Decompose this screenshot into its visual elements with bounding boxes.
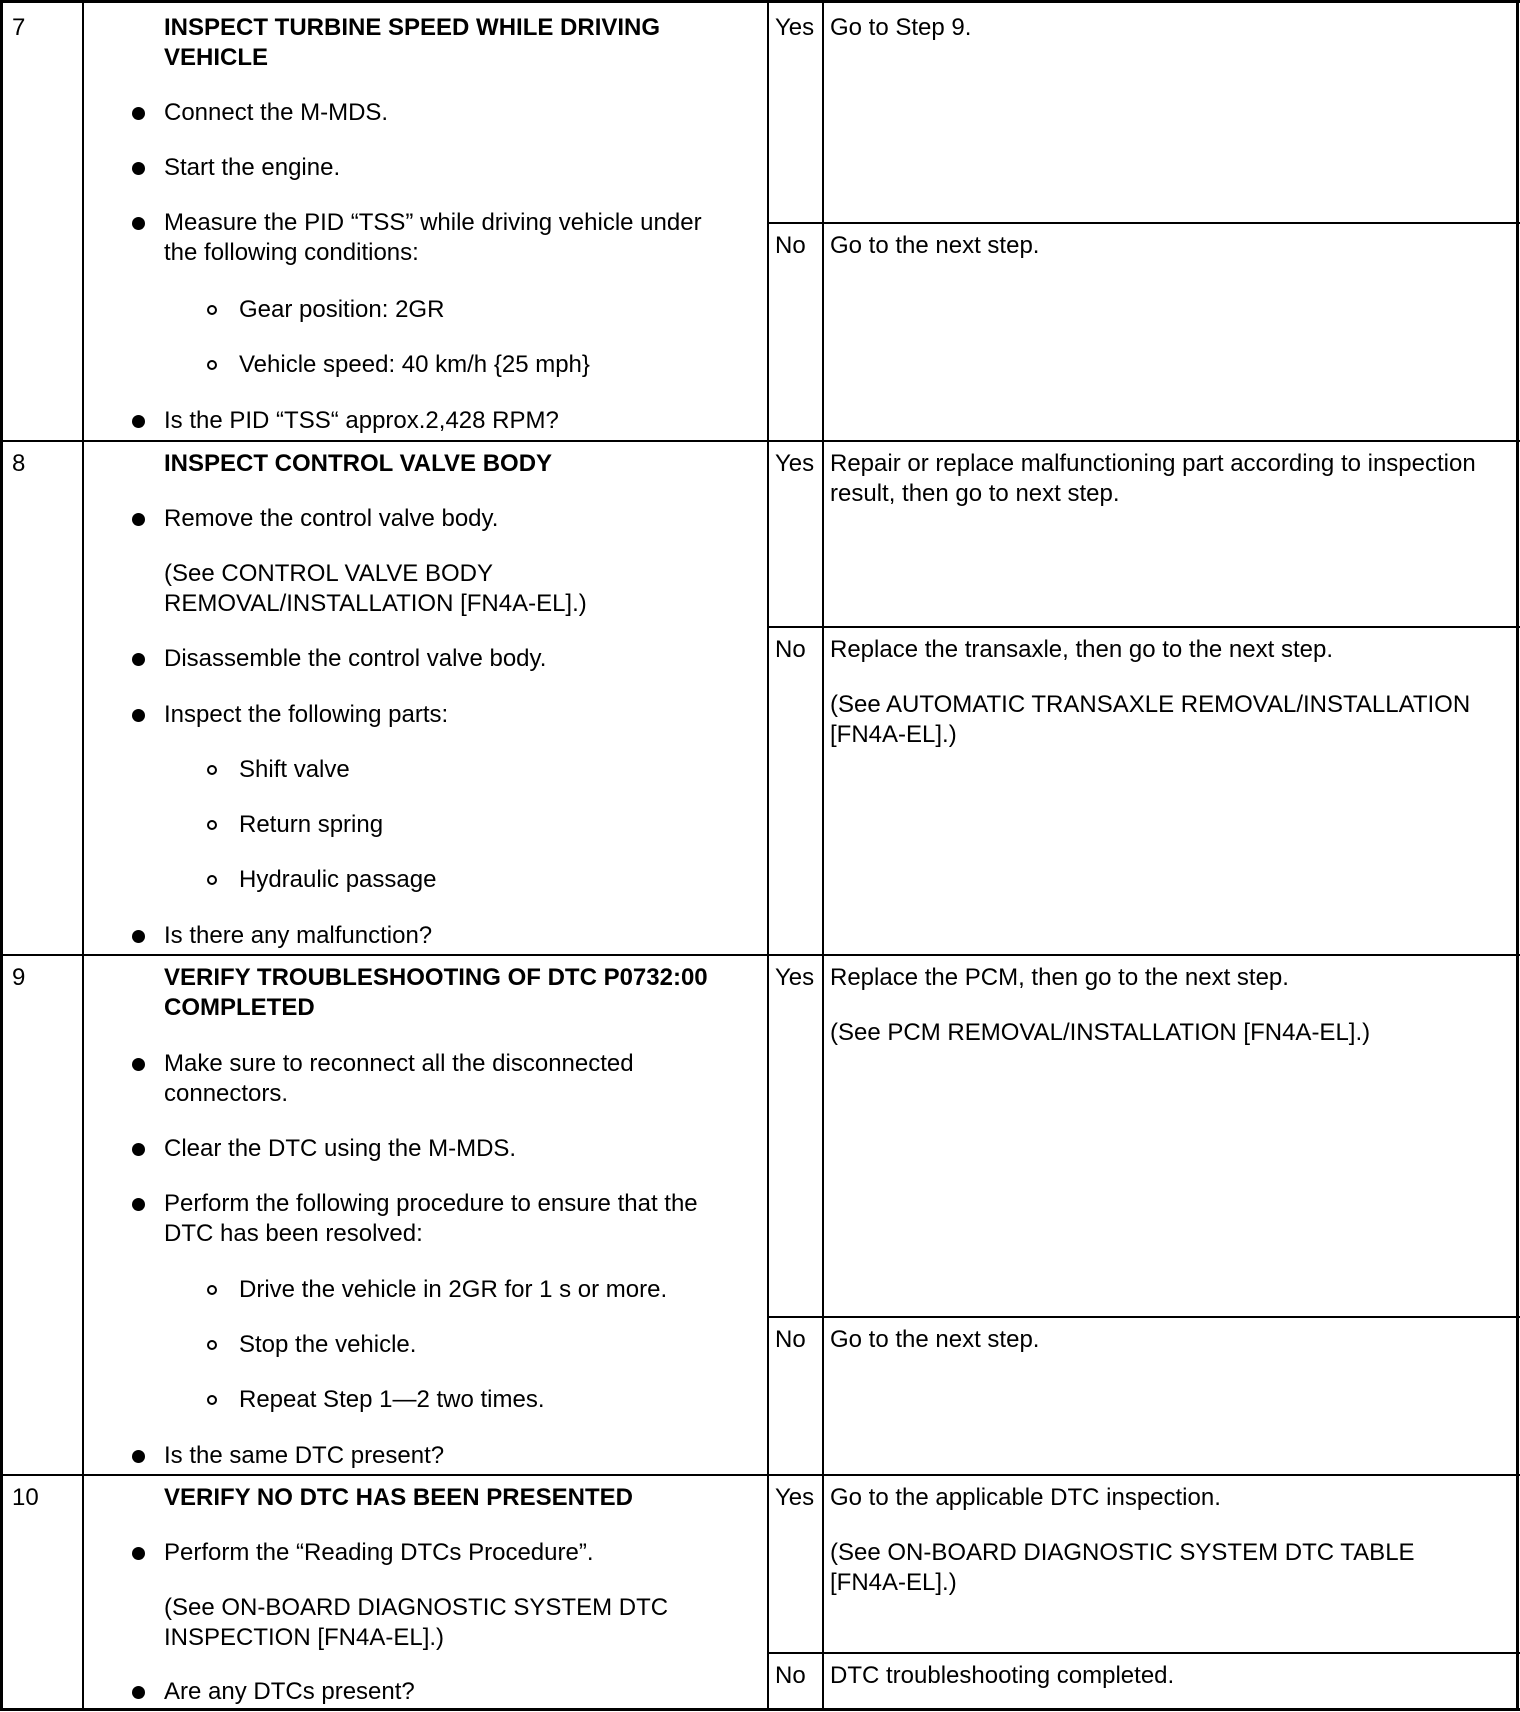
sub-bullet-icon (207, 1340, 217, 1350)
bullet-text: Remove the control valve body. (164, 505, 499, 532)
row-divider-9-10 (0, 1474, 1520, 1476)
reference-text: (See CONTROL VALVE BODY (164, 560, 493, 587)
bullet-icon (132, 1058, 145, 1071)
yes-action: Go to the applicable DTC inspection. (830, 1484, 1221, 1511)
row-divider-7-8 (0, 440, 1520, 442)
bullet-text: Perform the “Reading DTCs Procedure”. (164, 1539, 594, 1566)
step-number: 8 (12, 450, 26, 477)
reference-text: REMOVAL/INSTALLATION [FN4A-EL].) (164, 590, 587, 617)
bullet-text: Are any DTCs present? (164, 1678, 415, 1705)
yes-reference: [FN4A-EL].) (830, 1569, 957, 1596)
reference-text: INSPECTION [FN4A-EL].) (164, 1624, 445, 1651)
no-label: No (775, 1662, 806, 1689)
bullet-text: Is the PID “TSS“ approx.2,428 RPM? (164, 407, 559, 434)
bullet-text: Perform the following procedure to ensure that the (164, 1190, 698, 1217)
sub-item-text: Gear position: 2GR (239, 296, 445, 323)
no-action: Go to the next step. (830, 232, 1040, 259)
step-number: 7 (12, 14, 26, 41)
yes-label: Yes (775, 1484, 815, 1511)
column-divider-action (767, 0, 769, 1711)
step-number: 10 (12, 1484, 39, 1511)
bullet-icon (132, 513, 145, 526)
column-divider-result (822, 0, 824, 1711)
no-action: Replace the transaxle, then go to the next step. (830, 636, 1333, 663)
yes-action: result, then go to next step. (830, 480, 1120, 507)
step-title: VERIFY TROUBLESHOOTING OF DTC P0732:00 (164, 964, 708, 991)
bullet-icon (132, 1686, 145, 1699)
yes-label: Yes (775, 964, 815, 991)
sub-item-text: Drive the vehicle in 2GR for 1 s or more. (239, 1276, 668, 1303)
yes-reference: (See ON-BOARD DIAGNOSTIC SYSTEM DTC TABLE (830, 1539, 1415, 1566)
bullet-continuation: the following conditions: (164, 239, 419, 266)
sub-bullet-icon (207, 875, 217, 885)
bullet-icon (132, 217, 145, 230)
step-title: COMPLETED (164, 994, 315, 1021)
bullet-continuation: connectors. (164, 1080, 289, 1107)
table-border-right (1516, 0, 1519, 1711)
bullet-text: Is there any malfunction? (164, 922, 433, 949)
sub-item-text: Hydraulic passage (239, 866, 437, 893)
bullet-text: Inspect the following parts: (164, 701, 449, 728)
no-label: No (775, 1326, 806, 1353)
bullet-icon (132, 1198, 145, 1211)
table-border-left (0, 0, 3, 1711)
bullet-text: Measure the PID “TSS” while driving vehicle under (164, 209, 702, 236)
yes-action: Go to Step 9. (830, 14, 972, 41)
no-reference: [FN4A-EL].) (830, 721, 957, 748)
sub-bullet-icon (207, 820, 217, 830)
sub-item-text: Repeat Step 1—2 two times. (239, 1386, 545, 1413)
yes-reference: (See PCM REMOVAL/INSTALLATION [FN4A-EL].) (830, 1019, 1371, 1046)
step-title: VERIFY NO DTC HAS BEEN PRESENTED (164, 1484, 633, 1511)
sub-bullet-icon (207, 1395, 217, 1405)
bullet-icon (132, 107, 145, 120)
step-title: INSPECT CONTROL VALVE BODY (164, 450, 553, 477)
yes-label: Yes (775, 450, 815, 477)
sub-item-text: Return spring (239, 811, 384, 838)
bullet-text: Is the same DTC present? (164, 1442, 445, 1469)
bullet-text: Disassemble the control valve body. (164, 645, 547, 672)
row-divider-8-9 (0, 954, 1520, 956)
yes-no-divider-10 (767, 1652, 1520, 1654)
no-action: DTC troubleshooting completed. (830, 1662, 1175, 1689)
sub-item-text: Stop the vehicle. (239, 1331, 417, 1358)
bullet-icon (132, 1143, 145, 1156)
bullet-icon (132, 1450, 145, 1463)
yes-label: Yes (775, 14, 815, 41)
reference-text: (See ON-BOARD DIAGNOSTIC SYSTEM DTC (164, 1594, 669, 1621)
step-title: INSPECT TURBINE SPEED WHILE DRIVING (164, 14, 661, 41)
bullet-text: Connect the M-MDS. (164, 99, 389, 126)
no-reference: (See AUTOMATIC TRANSAXLE REMOVAL/INSTALLATION (830, 691, 1471, 718)
bullet-text: Clear the DTC using the M-MDS. (164, 1135, 517, 1162)
bullet-continuation: DTC has been resolved: (164, 1220, 423, 1247)
sub-bullet-icon (207, 305, 217, 315)
bullet-text: Start the engine. (164, 154, 341, 181)
bullet-icon (132, 1547, 145, 1560)
table-border-bottom (0, 1708, 1520, 1711)
yes-action: Repair or replace malfunctioning part according to inspection (830, 450, 1476, 477)
bullet-icon (132, 653, 145, 666)
table-border-top (0, 0, 1520, 3)
sub-item-text: Shift valve (239, 756, 350, 783)
yes-no-divider-9 (767, 1316, 1520, 1318)
yes-action: Replace the PCM, then go to the next step. (830, 964, 1289, 991)
sub-bullet-icon (207, 765, 217, 775)
no-label: No (775, 636, 806, 663)
bullet-icon (132, 930, 145, 943)
bullet-icon (132, 709, 145, 722)
column-divider-step (82, 0, 84, 1711)
no-action: Go to the next step. (830, 1326, 1040, 1353)
yes-no-divider-7 (767, 222, 1520, 224)
sub-item-text: Vehicle speed: 40 km/h {25 mph} (239, 351, 590, 378)
sub-bullet-icon (207, 1285, 217, 1295)
bullet-icon (132, 415, 145, 428)
step-number: 9 (12, 964, 26, 991)
yes-no-divider-8 (767, 626, 1520, 628)
no-label: No (775, 232, 806, 259)
bullet-text: Make sure to reconnect all the disconnected (164, 1050, 634, 1077)
step-title: VEHICLE (164, 44, 269, 71)
sub-bullet-icon (207, 360, 217, 370)
bullet-icon (132, 162, 145, 175)
